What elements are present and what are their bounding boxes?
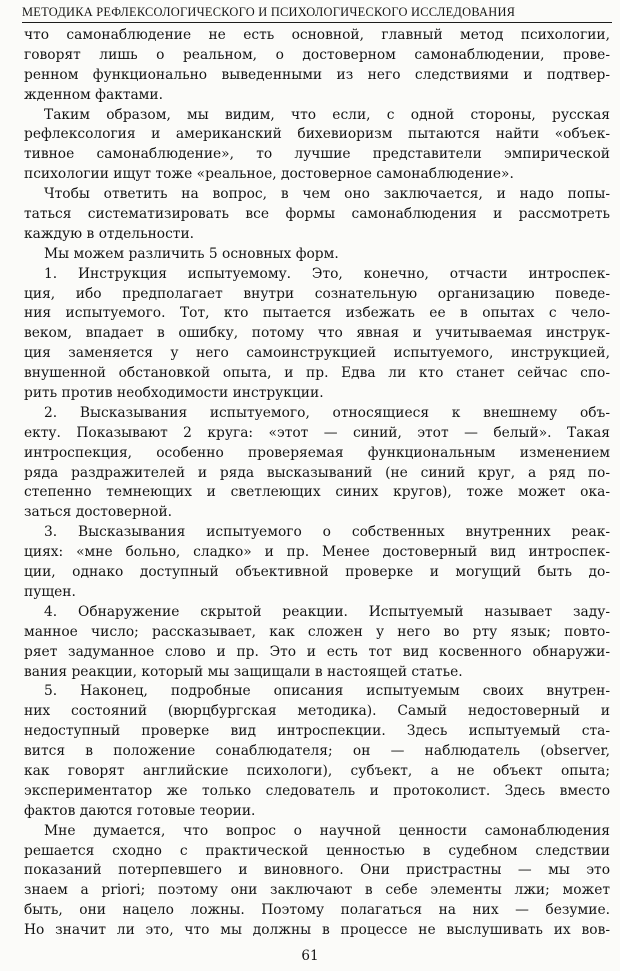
text-line: Таким образом, мы видим, что если, с одной стороны, русская [44, 106, 610, 123]
text-line: таться систематизировать все формы самонаблюдения и рассмотреть [24, 206, 610, 223]
text-line: Чтобы ответить на вопрос, в чем оно заключается, и надо попы- [44, 186, 610, 203]
text-line: Мы можем различить 5 основных форм. [44, 245, 339, 262]
text-line: каждую в отдельности. [24, 225, 195, 242]
text-line: ция заменяется у него самоинструкцией испытуемого, инструкцией, [24, 345, 610, 362]
text-line: ция, ибо предполагает внутри сознательную организацию поведе- [24, 285, 610, 302]
text-line: степенно темнеющих и светлеющих синих кругов), тоже может ока- [24, 484, 610, 501]
paragraph [24, 682, 610, 821]
text-line: быть, они нацело ложны. Поэтому полагаться на них — безумие. [24, 902, 610, 919]
text-line: ряет задуманное слово и пр. Это и есть тот вид косвенного обнаружи- [24, 643, 610, 660]
paragraph [24, 523, 610, 603]
text-line: них состояний (вюрцбургская методика). Самый недостоверный и [24, 703, 610, 720]
text-line: говорят лишь о реальном, о достоверном самонаблюдении, прове- [24, 46, 610, 63]
text-line: решается сходно с практической ценностью в судебном следствии [24, 842, 610, 859]
paragraph [24, 26, 610, 106]
text-line: интроспекция, особенно проверяемая функциональным изменением [24, 444, 610, 461]
text-line: рефлексология и американский бихевиоризм пытаются найти «объек- [24, 126, 610, 143]
text-line: рить против необходимости инструкции. [24, 385, 324, 402]
paragraph [24, 822, 610, 941]
text-line: внушенной обстановкой опыта, и пр. Едва ли кто станет сейчас спо- [24, 365, 610, 382]
text-line: екту. Показывают 2 круга: «этот — синий, этот — белый». Такая [24, 424, 610, 441]
text-line: пущен. [24, 583, 76, 600]
text-line: Мне думается, что вопрос о научной ценности самонаблюдения [44, 822, 610, 839]
text-line: 2. Высказывания испытуемого, относящиеся к внешнему объ- [44, 404, 610, 421]
text-line: показаний потерпевшего и виновного. Они пристрастны — мы это [24, 862, 610, 879]
text-line: веком, впадает в ошибку, потому что явная и учитываемая инструк- [24, 325, 610, 342]
body-text [24, 26, 610, 941]
text-line: 5. Наконец, подробные описания испытуемым своих внутрен- [44, 683, 610, 700]
text-line: заться достоверной. [24, 504, 173, 521]
paragraph [24, 265, 610, 404]
text-line: вится в положение сонаблюдателя; он — наблюдатель (observer, [24, 743, 610, 760]
paragraph [24, 185, 610, 245]
text-line: циях: «мне больно, сладко» и пр. Менее достоверный вид интроспек- [24, 544, 610, 561]
text-line: Но значит ли это, что мы должны в процессе не выслушивать их вов- [24, 922, 610, 939]
paragraph [24, 106, 610, 186]
text-line: 1. Инструкция испытуемому. Это, конечно, отчасти интроспек- [44, 265, 610, 282]
text-line: жденном фактами. [24, 86, 163, 103]
paragraph [24, 603, 610, 683]
text-line: экспериментатор же только следователь и протоколист. Здесь вместо [24, 782, 610, 799]
text-line: тивное самонаблюдение», то лучшие представители эмпирической [24, 146, 610, 163]
running-head: МЕТОДИКА РЕФЛЕКСОЛОГИЧЕСКОГО И ПСИХОЛОГИЧЕСКОГО ИССЛЕДОВАНИЯ [22, 4, 612, 23]
text-line: что самонаблюдение не есть основной, главный метод психологии, [24, 27, 610, 43]
text-line: фактов даются готовые теории. [24, 802, 256, 819]
text-line: 4. Обнаружение скрытой реакции. Испытуемый называет заду- [44, 603, 610, 620]
paragraph [24, 404, 610, 523]
text-line: знаем a priori; поэтому они заключают в себе элементы лжи; может [24, 882, 610, 899]
text-line: недоступный проверке вид интроспекции. Здесь испытуемый ста- [24, 723, 610, 740]
text-line: вания реакции, который мы защищали в настоящей статье. [24, 663, 463, 680]
text-line: 3. Высказывания испытуемого о собственных внутренних реак- [44, 524, 610, 541]
paragraph [24, 245, 610, 265]
text-line: манное число; рассказывает, как сложен у него во рту язык; повто- [24, 623, 610, 640]
text-line: как говорят английские психологи), субъект, а не объект опыта; [24, 762, 610, 779]
text-line: ния испытуемого. Тот, кто пытается избежать ее в опытах с чело- [24, 305, 610, 322]
text-line: психологии ищут тоже «реальное, достоверное самонаблюдение». [24, 166, 514, 183]
text-line: ции, однако доступный объективной проверке и могущий быть до- [24, 564, 610, 581]
text-line: ряда раздражителей и ряда высказываний (не синий круг, а ряд по- [24, 464, 610, 481]
text-line: ренном функционально выведенными из него следствиями и подтвер- [24, 66, 610, 83]
page-number: 61 [301, 948, 319, 964]
